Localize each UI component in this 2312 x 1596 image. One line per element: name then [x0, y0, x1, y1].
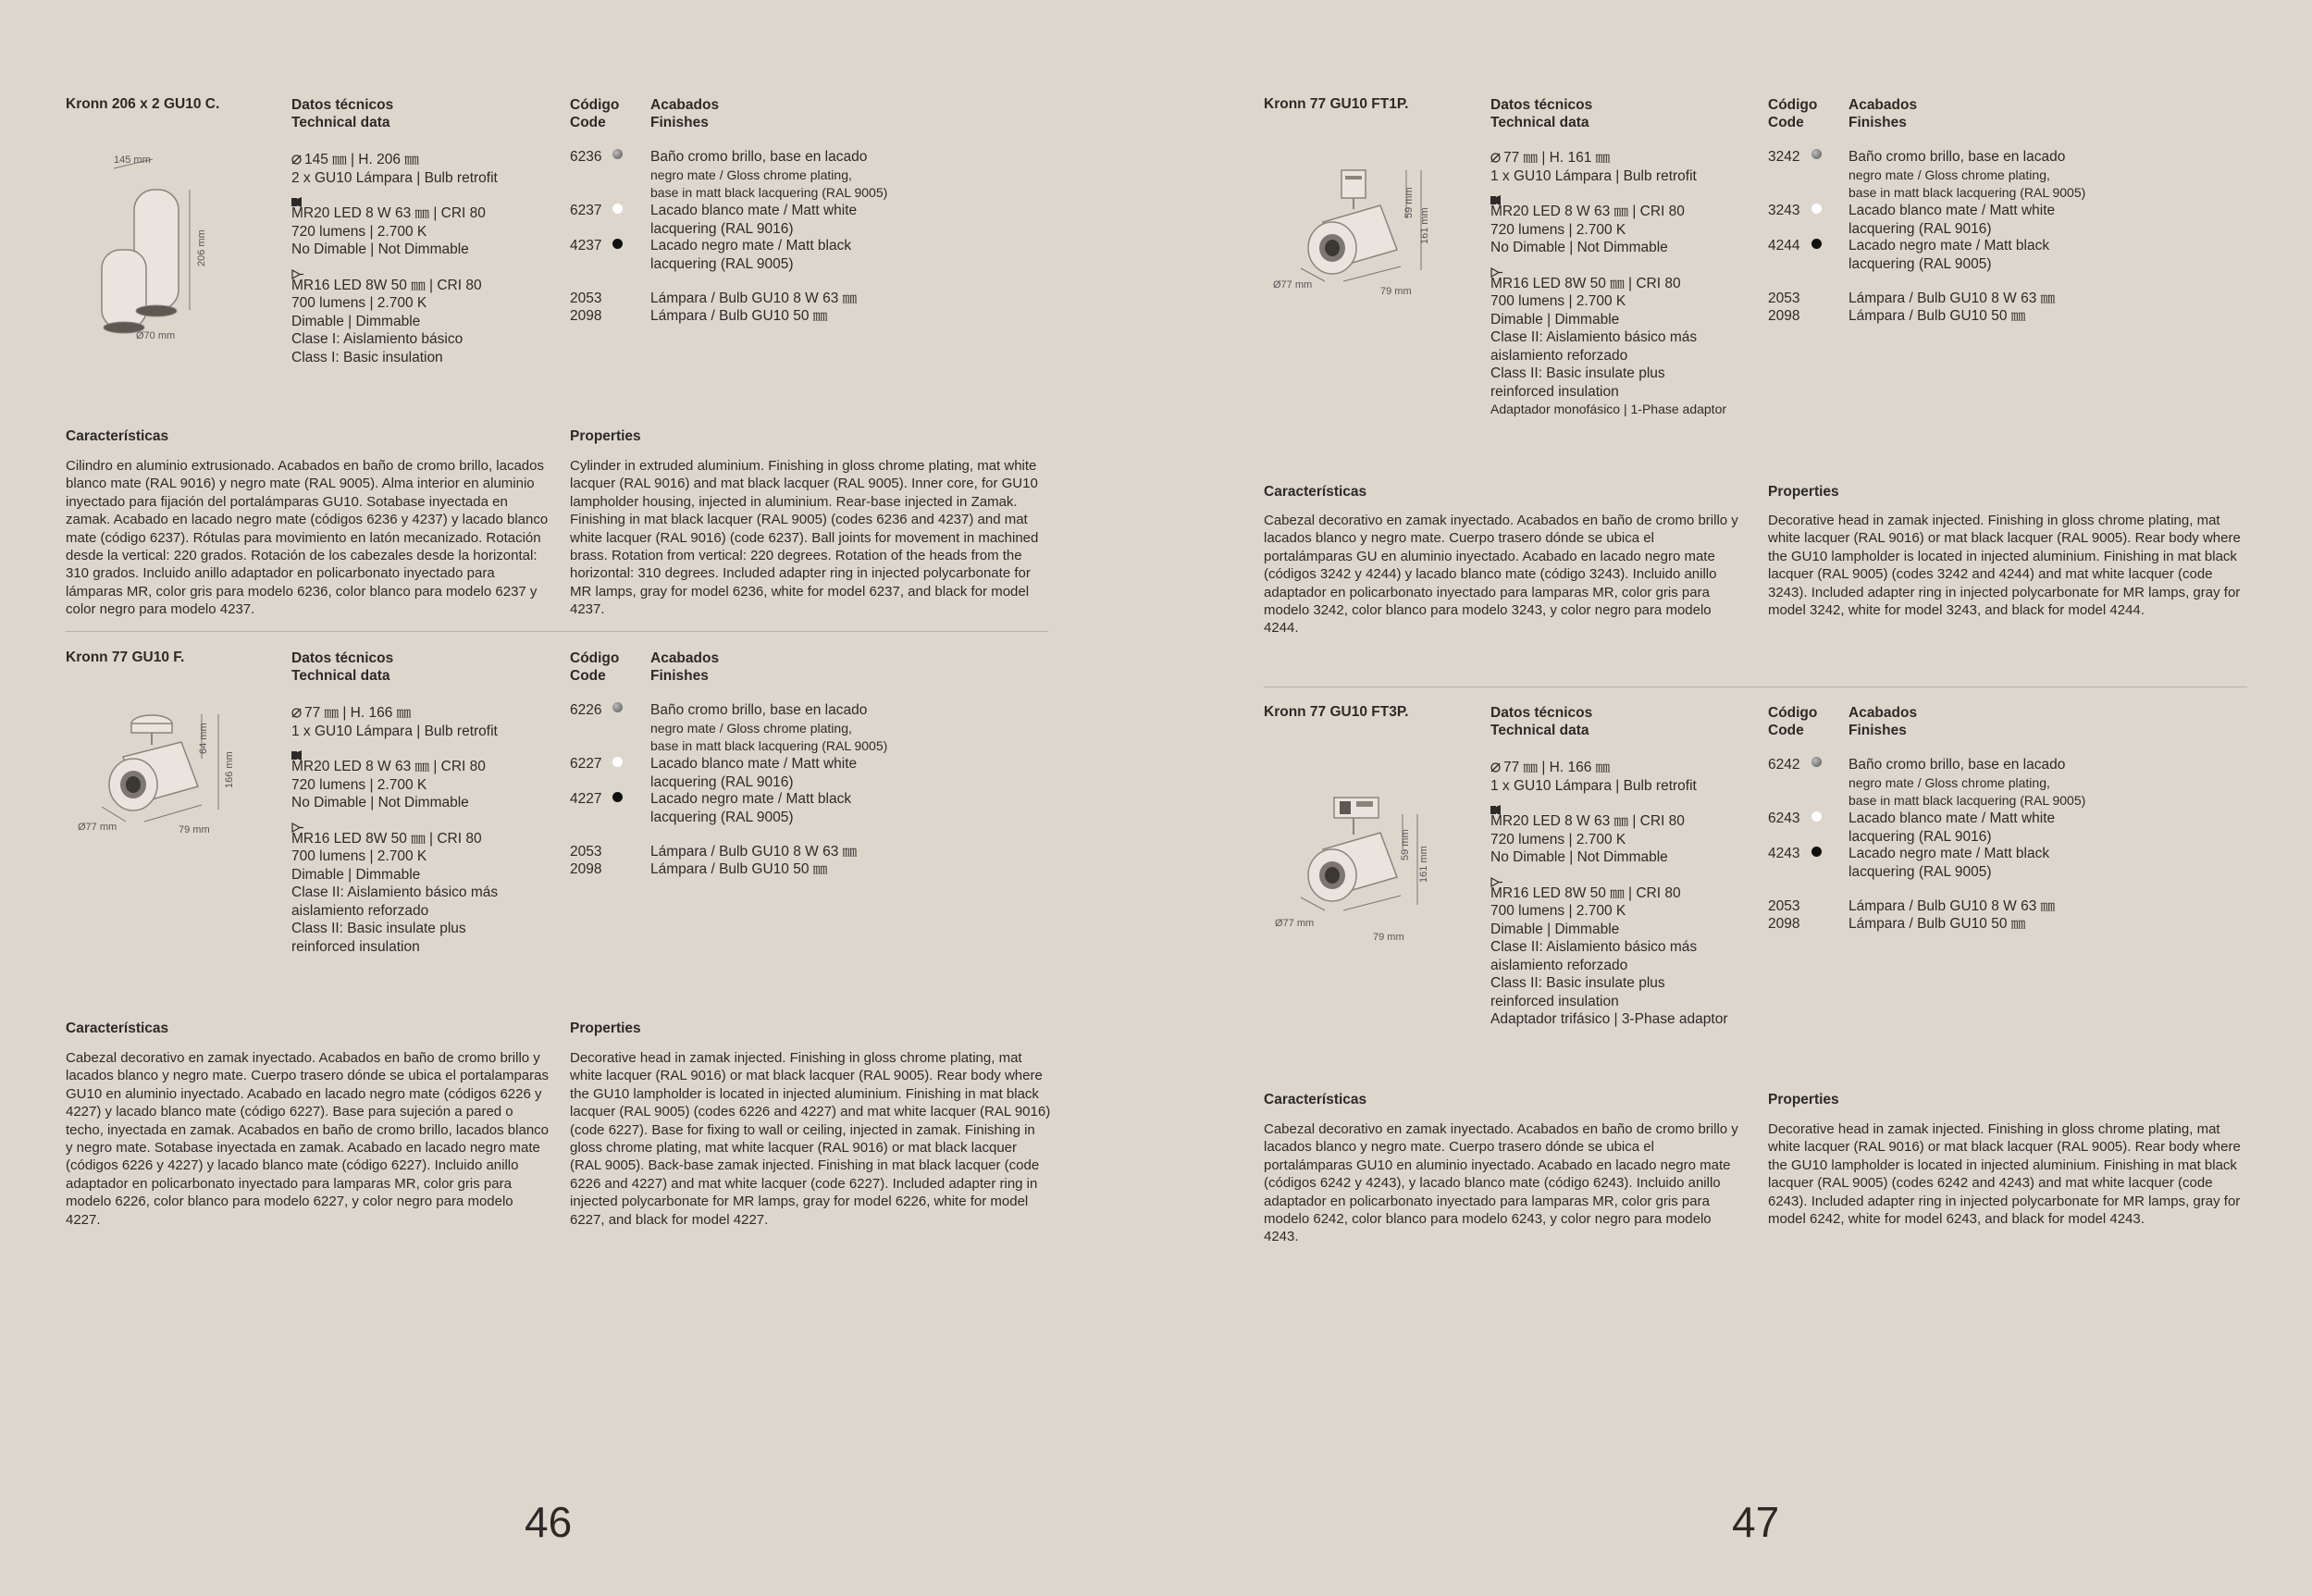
tech-line: Dimable | Dimmable — [1490, 921, 1620, 937]
dim-label: 59 mm — [1400, 829, 1411, 860]
bulb-code: 2053 — [1768, 898, 1800, 914]
finish-swatch-black — [1811, 239, 1822, 249]
lamp-mr16-icon — [291, 266, 302, 277]
finish-line: lacquering (RAL 9016) — [1848, 220, 1992, 237]
finish-code: 6226 — [570, 702, 602, 718]
finish-description — [650, 790, 851, 826]
tech-heading-en: Technical data — [1490, 115, 1589, 130]
spacer — [1490, 257, 1726, 275]
finish-code: 3243 — [1768, 203, 1800, 218]
dim-label: Ø77 mm — [1273, 279, 1313, 291]
tech-heading-es: Datos técnicos — [1490, 97, 1593, 113]
bulb-text: Lámpara / Bulb GU10 8 W 63 ㎜ — [1848, 291, 2056, 306]
tech-heading-en: Technical data — [291, 115, 390, 130]
lamp-mr20-icon — [1490, 802, 1501, 812]
diameter-icon — [291, 152, 302, 162]
tech-line: reinforced insulation — [291, 938, 420, 955]
dim-label: Ø77 mm — [78, 822, 117, 833]
properties-text: Decorative head in zamak injected. Finishing in gloss chrome plating, mat white lacquer (RAL 9016) or mat black lacquer (RAL 9005). Rear body where the GU10 lampholder is located in injected aluminium. Finishing in mat black lacquer (RAL 9005) (codes 3242 and 4244) and mat white lacquer (code 3243). Included adapter ring in injected polycarbonate for MR lamps, gray for model 3242, white for model 3243, and black for model 4244. — [1768, 513, 2241, 619]
finish-line: lacquering (RAL 9016) — [650, 773, 794, 790]
tech-line: MR20 LED 8 W 63 ㎜ | CRI 80 — [1490, 813, 1685, 829]
tech-line: MR20 LED 8 W 63 ㎜ | CRI 80 — [291, 205, 486, 221]
product-illustration — [72, 703, 248, 842]
finish-line: negro mate / Gloss chrome plating, — [650, 720, 852, 736]
tech-line: Clase II: Aislamiento básico más — [1490, 939, 1698, 955]
tech-line: Adaptador monofásico | 1-Phase adaptor — [1490, 402, 1727, 416]
dim-label: Ø70 mm — [136, 330, 176, 341]
bulb-text: Lámpara / Bulb GU10 50 ㎜ — [1848, 916, 2026, 932]
finish-description — [650, 148, 887, 202]
lamp-mr20-icon — [291, 748, 302, 758]
finish-swatch-white — [612, 204, 623, 214]
finish-line: lacquering (RAL 9005) — [1848, 255, 1992, 272]
properties-heading: Properties — [570, 428, 641, 444]
code-heading-en: Code — [1768, 115, 1804, 130]
tech-line: Class I: Basic insulation — [291, 349, 443, 365]
tech-line: MR20 LED 8 W 63 ㎜ | CRI 80 — [1490, 204, 1685, 219]
lamp-mr20-icon — [1490, 192, 1501, 203]
finish-description — [650, 237, 851, 273]
tech-line: 77 ㎜ | H. 166 ㎜ — [1490, 759, 1727, 777]
dim-label: Ø77 mm — [1275, 918, 1315, 929]
page-number: 47 — [1732, 1498, 1780, 1546]
tech-line: Class II: Basic insulate plus — [1490, 365, 1665, 381]
finish-line: Lacado blanco mate / Matt white — [1848, 810, 2056, 826]
code-heading-en: Code — [1768, 723, 1804, 738]
tech-line: Dimable | Dimmable — [291, 313, 421, 329]
code-heading: Código — [570, 97, 620, 113]
properties-text: Decorative head in zamak injected. Finishing in gloss chrome plating, mat white lacquer (RAL 9016) or mat black lacquer (RAL 9005). Rear body where the GU10 lampholder is located in injected aluminium. Finishing in mat black lacquer (RAL 9005) (codes 6242 and 4243) and mat white lacquer (code 6243). Included adapter ring in injected polycarbonate for MR lamps, gray for model 6242, white for model 6243, and black for model 4243. — [1768, 1121, 2241, 1228]
product-name: Kronn 206 x 2 GU10 C. — [66, 96, 220, 112]
spacer — [291, 812, 498, 830]
tech-line: 77 ㎜ | H. 166 ㎜ — [291, 704, 498, 723]
code-heading: Código — [1768, 705, 1818, 721]
finish-description — [1848, 756, 2085, 810]
tech-line: 700 lumens | 2.700 K — [1490, 293, 1626, 309]
spacer — [1490, 867, 1727, 885]
finish-swatch-black — [612, 792, 623, 802]
code-heading-en: Code — [570, 115, 606, 130]
spacer — [291, 740, 498, 758]
code-heading-en: Code — [570, 668, 606, 684]
product-illustration — [97, 148, 264, 347]
dim-label: 59 mm — [1403, 187, 1415, 218]
diameter-icon — [291, 705, 302, 715]
finish-swatch-black — [612, 239, 623, 249]
finish-swatch-white — [1811, 204, 1822, 214]
finish-swatch-white — [1811, 811, 1822, 822]
bulb-text: Lámpara / Bulb GU10 8 W 63 ㎜ — [650, 291, 858, 306]
finish-line: Lacado blanco mate / Matt white — [650, 756, 858, 772]
tech-line: aislamiento reforzado — [291, 902, 429, 919]
finish-line: base in matt black lacquering (RAL 9005) — [650, 737, 888, 753]
spacer — [1490, 795, 1727, 812]
finish-line: Lacado negro mate / Matt black — [650, 238, 852, 254]
diameter-icon — [1490, 150, 1501, 160]
tech-heading-es: Datos técnicos — [1490, 705, 1593, 721]
finish-code: 6243 — [1768, 810, 1800, 826]
dim-label: 79 mm — [1373, 932, 1404, 943]
finish-line: negro mate / Gloss chrome plating, — [1848, 167, 2050, 182]
finish-line: base in matt black lacquering (RAL 9005) — [650, 184, 888, 200]
finish-line: Lacado negro mate / Matt black — [650, 791, 852, 807]
product-illustration — [1267, 157, 1443, 305]
code-heading: Código — [1768, 97, 1818, 113]
finish-code: 4227 — [570, 791, 602, 807]
tech-data-list — [291, 151, 498, 366]
tech-line: aislamiento reforzado — [1490, 957, 1628, 973]
tech-line: Clase I: Aislamiento básico — [291, 331, 464, 347]
lamp-mr16-icon — [1490, 874, 1501, 885]
tech-line: 77 ㎜ | H. 161 ㎜ — [1490, 149, 1726, 167]
tech-line: 720 lumens | 2.700 K — [1490, 221, 1626, 238]
features-text: Cabezal decorativo en zamak inyectado. Acabados en baño de cromo brillo y lacados blanco y negro mate. Cuerpo trasero dónde se ubica el portalamparas GU10 en aluminio inyectado. Acabado en lacado negro mate (códigos 6226 y 4227) y lacado blanco mate (código 6227). Base para sujeción a pared o techo, inyectada en zamak. Acabados en baño de cromo brillo, lacados blanco y negro mate. Sotabase inyectada en zamak. Acabado en lacado negro mate (códigos 6226 y 4227) y lacado blanco mate (código 6227). Incluido anillo adaptador en policarbonato inyectado para lamparas MR, color gris para modelo 6226, color blanco para modelo 6227, y color negro para modelo 4227. — [66, 1050, 549, 1228]
finish-code: 4244 — [1768, 238, 1800, 254]
tech-line: Clase II: Aislamiento básico más — [1490, 329, 1698, 345]
tech-line: 720 lumens | 2.700 K — [1490, 831, 1626, 847]
bulb-code: 2053 — [1768, 291, 1800, 306]
finish-line: Lacado blanco mate / Matt white — [650, 203, 858, 218]
tech-line: 720 lumens | 2.700 K — [291, 223, 427, 240]
finish-line: lacquering (RAL 9005) — [1848, 863, 1992, 880]
dim-label: 166 mm — [224, 751, 235, 788]
dim-label: 145 mm — [114, 155, 151, 166]
finish-description — [1848, 202, 2055, 238]
finish-line: Baño cromo brillo, base en lacado — [650, 702, 868, 718]
finish-line: Baño cromo brillo, base en lacado — [1848, 149, 2066, 165]
tech-line: Class II: Basic insulate plus — [1490, 975, 1665, 991]
finish-line: lacquering (RAL 9005) — [650, 255, 794, 272]
finish-description — [650, 755, 857, 791]
tech-line: Dimable | Dimmable — [291, 866, 421, 883]
finish-line: lacquering (RAL 9005) — [650, 809, 794, 825]
lamp-mr16-icon — [1490, 265, 1501, 275]
tech-line: 720 lumens | 2.700 K — [291, 776, 427, 793]
finish-code: 6242 — [1768, 757, 1800, 773]
finish-description — [1848, 237, 2049, 273]
finish-description — [1848, 845, 2049, 881]
tech-line: aislamiento reforzado — [1490, 347, 1628, 364]
tech-heading-en: Technical data — [1490, 723, 1589, 738]
finish-line: Baño cromo brillo, base en lacado — [1848, 757, 2066, 773]
lamp-mr20-icon — [291, 194, 302, 204]
tech-line: 1 x GU10 Lámpara | Bulb retrofit — [1490, 167, 1697, 184]
tech-line: MR16 LED 8W 50 ㎜ | CRI 80 — [291, 830, 482, 847]
product-name: Kronn 77 GU10 FT1P. — [1264, 96, 1409, 112]
spacer — [291, 259, 498, 277]
finish-line: lacquering (RAL 9016) — [1848, 828, 1992, 845]
bulb-text: Lámpara / Bulb GU10 8 W 63 ㎜ — [1848, 898, 2056, 914]
bulb-text: Lámpara / Bulb GU10 50 ㎜ — [1848, 308, 2026, 324]
tech-line: 700 lumens | 2.700 K — [291, 295, 427, 311]
finish-description — [650, 202, 857, 238]
bulb-text: Lámpara / Bulb GU10 50 ㎜ — [650, 308, 828, 324]
tech-line: 1 x GU10 Lámpara | Bulb retrofit — [1490, 777, 1697, 794]
finish-line: Lacado negro mate / Matt black — [1848, 238, 2050, 254]
finish-description — [1848, 148, 2085, 202]
tech-line: No Dimable | Not Dimmable — [291, 241, 469, 257]
tech-line: 1 x GU10 Lámpara | Bulb retrofit — [291, 723, 498, 739]
finish-swatch-black — [1811, 847, 1822, 857]
tech-data-list — [1490, 149, 1726, 418]
tech-heading-es: Datos técnicos — [291, 650, 394, 666]
properties-text: Decorative head in zamak injected. Finishing in gloss chrome plating, mat white lacquer (RAL 9016) or mat black lacquer (RAL 9005). Rear body where the GU10 lampholder is located in injected aluminium. Finishing in mat black lacquer (RAL 9005) (codes 6226 and 4227) and mat white lacquer (RAL 9016) (code 6227). Base for fixing to wall or ceiling, injected in zamak. Finishing in gloss chrome plating, mat white lacquer (RAL 9016) or mat black lacquer (RAL 9005). Back-base zamak injected. Finishing in mat black lacquer (code 6226 and 4227) and mat white lacquer (code 6227). Included adapter ring in injected polycarbonate for MR lamps, gray for model 6226, white for model 6227, and black for model 4227. — [570, 1050, 1051, 1228]
tech-line: No Dimable | Not Dimmable — [1490, 849, 1668, 865]
finish-line: negro mate / Gloss chrome plating, — [650, 167, 852, 182]
finishes-heading: Acabados — [1848, 705, 1918, 721]
spacer — [1490, 185, 1726, 203]
product-name: Kronn 77 GU10 FT3P. — [1264, 704, 1409, 720]
properties-heading: Properties — [1768, 484, 1839, 500]
bulb-code: 2053 — [570, 844, 602, 860]
tech-data-list — [291, 704, 498, 956]
product-name: Kronn 77 GU10 F. — [66, 650, 185, 665]
properties-heading: Properties — [1768, 1092, 1839, 1107]
dim-label: 79 mm — [179, 824, 210, 835]
finish-swatch-grey — [612, 149, 623, 159]
finish-code: 4237 — [570, 238, 602, 254]
tech-line: reinforced insulation — [1490, 383, 1619, 400]
spacer — [291, 187, 498, 204]
finishes-heading-en: Finishes — [1848, 723, 1907, 738]
tech-line: MR20 LED 8 W 63 ㎜ | CRI 80 — [291, 759, 486, 774]
tech-heading-en: Technical data — [291, 668, 390, 684]
dim-label: 161 mm — [1418, 846, 1429, 883]
finish-code: 6237 — [570, 203, 602, 218]
tech-line: MR16 LED 8W 50 ㎜ | CRI 80 — [291, 277, 482, 293]
features-text: Cilindro en aluminio extrusionado. Acabados en baño de cromo brillo, lacados blanco mate (RAL 9016) y negro mate (RAL 9005). Alma interior en aluminio inyectado para fijación del portalámparas GU10. Sotabase inyectada en zamak. Acabado en lacado negro mate (códigos 6236 y 4237) y lacado blanco mate (código 6237). Rótulas para movimiento en latón mecanizado. Rotación desde la vertical: 220 grados. Rotación de los cabezales desde la horizontal: 310 grados. Incluido anillo adaptador en policarbonato inyectado para lámparas MR, color gris para modelo 6236, color blanco para modelo 6237 y color negro para modelo 4237. — [66, 458, 549, 618]
tech-line: MR16 LED 8W 50 ㎜ | CRI 80 — [1490, 885, 1681, 901]
finish-swatch-white — [612, 757, 623, 767]
properties-heading: Properties — [570, 1021, 641, 1036]
tech-line: reinforced insulation — [1490, 993, 1619, 1009]
features-text: Cabezal decorativo en zamak inyectado. Acabados en baño de cromo brillo y lacados blanco y negro mate. Cuerpo trasero dónde se ubica el portalámparas GU10 en aluminio inyectado. Acabado en lacado negro mate (códigos 6242 y 4243), y lacado blanco mate (código 6243). Incluido anillo adaptador en policarbonato inyectado para lamparas MR, color gris para modelo 6242, color blanco para modelo 6243, y color negro para modelo 4243. — [1264, 1121, 1738, 1245]
tech-data-list — [1490, 759, 1727, 1029]
tech-line: No Dimable | Not Dimmable — [291, 795, 469, 810]
features-heading: Características — [66, 428, 169, 444]
finishes-heading-en: Finishes — [650, 668, 709, 684]
bulb-code: 2053 — [570, 291, 602, 306]
diameter-icon — [1490, 760, 1501, 770]
finish-line: Baño cromo brillo, base en lacado — [650, 149, 868, 165]
bulb-text: Lámpara / Bulb GU10 8 W 63 ㎜ — [650, 844, 858, 860]
dim-label: 79 mm — [1380, 286, 1412, 297]
properties-text: Cylinder in extruded aluminium. Finishing in gloss chrome plating, mat white lacquer (RAL 9016) and mat black lacquer (RAL 9005). Inner core, for GU10 lampholder housing, injected in aluminium. Rear-base injected in Zamak. Finishing in mat black lacquer (RAL 9005) (codes 6236 and 4237) and mat white lacquer (RAL 9016) (code 6237). Ball joints for movement in machined brass. Rotation from vertical: 220 degrees. Rotation of the heads from the horizontal: 310 degrees. Included adapter ring in injected polycarbonate for MR lamps, gray for model 6236, white for model 6237, and black for model 4237. — [570, 458, 1039, 618]
tech-line: Class II: Basic insulate plus — [291, 921, 466, 936]
finish-swatch-grey — [1811, 149, 1822, 159]
finish-description — [650, 701, 887, 755]
bulb-code: 2098 — [570, 861, 602, 877]
finishes-heading: Acabados — [650, 97, 720, 113]
features-heading: Características — [1264, 1092, 1367, 1107]
finish-code: 6227 — [570, 756, 602, 772]
tech-line: Clase II: Aislamiento básico más — [291, 885, 499, 900]
product-illustration — [1267, 786, 1443, 944]
finish-line: Lacado negro mate / Matt black — [1848, 846, 2050, 861]
finish-swatch-grey — [612, 702, 623, 712]
bulb-code: 2098 — [1768, 916, 1800, 932]
page-number: 46 — [525, 1498, 573, 1546]
finish-line: lacquering (RAL 9016) — [650, 220, 794, 237]
dim-label: 161 mm — [1419, 207, 1430, 244]
features-heading: Características — [66, 1021, 169, 1036]
features-text: Cabezal decorativo en zamak inyectado. Acabados en baño de cromo brillo y lacados blanco y negro mate. Cuerpo trasero dónde se ubica el portalámparas GU en aluminio inyectado. Acabado en lacado negro mate (códigos 3242 y 4244) y lacado blanco mate (código 3243). Incluido anillo adaptador en policarbonato inyectado para lamparas MR, color gris para modelo 3242, color blanco para modelo 3243, y color negro para modelo 4244. — [1264, 513, 1738, 637]
finish-code: 4243 — [1768, 846, 1800, 861]
finish-line: base in matt black lacquering (RAL 9005) — [1848, 792, 2086, 808]
tech-line: 700 lumens | 2.700 K — [291, 848, 427, 864]
dim-label: 64 mm — [198, 723, 209, 754]
tech-line: 145 ㎜ | H. 206 ㎜ — [291, 151, 498, 169]
finish-code: 6236 — [570, 149, 602, 165]
finish-line: negro mate / Gloss chrome plating, — [1848, 774, 2050, 790]
code-heading: Código — [570, 650, 620, 666]
bulb-code: 2098 — [1768, 308, 1800, 324]
bulb-text: Lámpara / Bulb GU10 50 ㎜ — [650, 861, 828, 877]
tech-line: MR16 LED 8W 50 ㎜ | CRI 80 — [1490, 275, 1681, 291]
finish-line: Lacado blanco mate / Matt white — [1848, 203, 2056, 218]
finish-description — [1848, 810, 2055, 846]
tech-heading-es: Datos técnicos — [291, 97, 394, 113]
tech-line: Adaptador trifásico | 3-Phase adaptor — [1490, 1011, 1728, 1027]
lamp-mr16-icon — [291, 820, 302, 830]
features-heading: Características — [1264, 484, 1367, 500]
dim-label: 206 mm — [196, 229, 207, 266]
section-divider — [66, 631, 1048, 632]
finishes-heading-en: Finishes — [1848, 115, 1907, 130]
tech-line: 700 lumens | 2.700 K — [1490, 903, 1626, 919]
tech-line: Dimable | Dimmable — [1490, 311, 1620, 328]
finishes-heading: Acabados — [1848, 97, 1918, 113]
finishes-heading-en: Finishes — [650, 115, 709, 130]
finish-swatch-grey — [1811, 757, 1822, 767]
finish-code: 3242 — [1768, 149, 1800, 165]
tech-line: No Dimable | Not Dimmable — [1490, 240, 1668, 255]
finishes-heading: Acabados — [650, 650, 720, 666]
bulb-code: 2098 — [570, 308, 602, 324]
finish-line: base in matt black lacquering (RAL 9005) — [1848, 184, 2086, 200]
tech-line: 2 x GU10 Lámpara | Bulb retrofit — [291, 169, 498, 186]
